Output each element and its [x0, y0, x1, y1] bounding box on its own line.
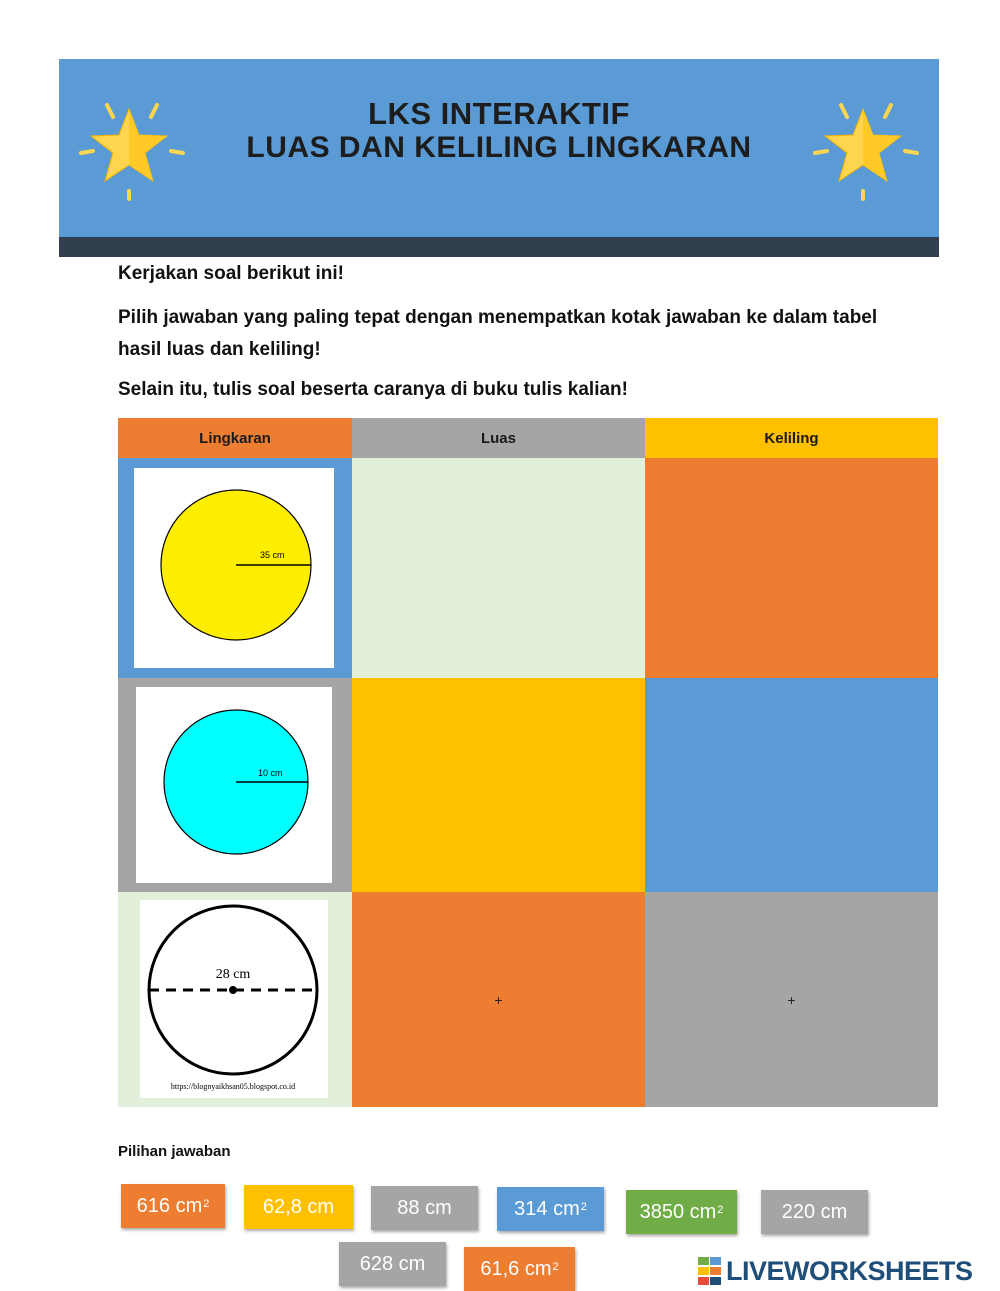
liveworksheets-text: LIVEWORKSHEETS: [726, 1255, 973, 1286]
drop-zone-keliling-2[interactable]: [645, 678, 938, 892]
circle-diagram-1: [134, 468, 334, 668]
drop-zone-luas-2[interactable]: [352, 678, 645, 892]
answer-chip-314[interactable]: 314 cm $^2$: [497, 1187, 604, 1231]
answer-chip-62-8[interactable]: 62,8 cm: [244, 1185, 353, 1229]
instruction-2a: Pilih jawaban yang paling tepat dengan menempatkan kotak jawaban ke dalam tabel: [118, 307, 878, 328]
star-icon: [811, 91, 921, 201]
diameter-label-3: 28 cm: [215, 967, 251, 982]
page-title: LKS INTERAKTIF: [368, 96, 630, 131]
answer-table: [118, 418, 938, 1107]
drop-zone-keliling-1[interactable]: [645, 458, 938, 678]
circle-cell-2: [118, 678, 352, 892]
answer-chip-88[interactable]: 88 cm: [371, 1186, 478, 1230]
liveworksheets-logo: [698, 1254, 973, 1288]
drop-zone-luas-3[interactable]: +: [352, 892, 645, 1107]
header-lingkaran: Lingkaran: [118, 418, 352, 458]
header-luas: Luas: [352, 418, 645, 458]
choices-label: Pilihan jawaban: [118, 1143, 231, 1160]
instruction-2b: hasil luas dan keliling!: [118, 339, 321, 360]
answer-chip-3850[interactable]: 3850 cm $^2$: [626, 1190, 737, 1234]
circle-cell-1: [118, 458, 352, 678]
circle-image-2: [136, 687, 332, 883]
circle-image-1: [134, 468, 334, 668]
drop-zone-luas-1[interactable]: [352, 458, 645, 678]
answer-chip-61-6[interactable]: 61,6 cm $^2$: [464, 1247, 575, 1291]
drop-zone-keliling-3[interactable]: +: [645, 892, 938, 1107]
radius-label-1: 35 cm: [260, 550, 285, 560]
header-divider: [59, 237, 939, 257]
circle-cell-3: [118, 892, 352, 1107]
header-banner: [59, 59, 939, 237]
instruction-3: Selain itu, tulis soal beserta caranya di buku tulis kalian!: [118, 379, 628, 400]
liveworksheets-icon: [698, 1257, 722, 1285]
answer-chip-628[interactable]: 628 cm: [339, 1242, 446, 1286]
radius-label-2: 10 cm: [258, 768, 283, 778]
circle-image-3: [140, 900, 328, 1098]
circle-diagram-3: [140, 900, 328, 1098]
instruction-1: Kerjakan soal berikut ini!: [118, 263, 344, 284]
answer-chip-616[interactable]: 616 cm $^2$: [121, 1184, 225, 1228]
answer-chip-220[interactable]: 220 cm: [761, 1190, 868, 1234]
circle-diagram-2: [136, 687, 332, 883]
image-source-text: https://blognyaikhsan05.blogspot.co.id: [170, 1082, 296, 1091]
page-subtitle: LUAS DAN KELILING LINGKARAN: [246, 131, 752, 164]
header-keliling: Keliling: [645, 418, 938, 458]
